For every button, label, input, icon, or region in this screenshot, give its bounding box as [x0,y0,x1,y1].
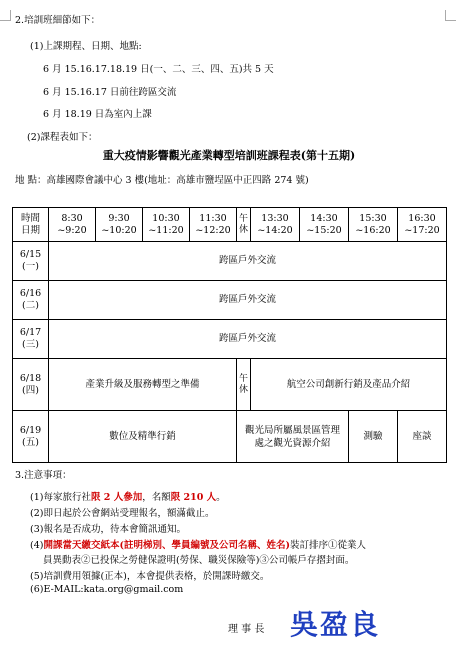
activity-cell: 跨區戶外交流 [49,242,447,281]
note-1: (1)每家旅行社限 2 人參加，名額限 210 人。 [30,492,226,503]
time-slot-8: 16:30 ~17:20 [398,208,447,242]
activity-cell: 跨區戶外交流 [49,320,447,359]
time-slot-6: 14:30 ~15:20 [300,208,349,242]
timetable-subtitle: (2)課程表如下： [27,132,98,143]
table-row [13,411,447,463]
date-cell: 6/18 (四) [13,359,49,411]
lunch-break-header: 午休 [237,208,251,242]
time-slot-5: 13:30 ~14:20 [251,208,300,242]
note-2: (2)即日起於公會網站受理報名，額滿截止。 [30,508,215,519]
date-cell: 6/19 (五) [13,411,49,463]
table-row [13,281,447,320]
crop-mark-top-left [0,10,11,21]
afternoon-course-cell: 航空公司創新行銷及產品介紹 [251,359,447,411]
activity-cell: 跨區戶外交流 [49,281,447,320]
schedule-line-2: 6 月 15.16.17 日前往跨區交流 [43,87,177,98]
timetable-header-row [13,208,447,242]
date-cell: 6/15 (一) [13,242,49,281]
lunch-break-cell: 午休 [237,359,251,411]
schedule-subtitle: (1)上課期程、日期、地點: [30,41,142,52]
afternoon-course-cell: 觀光局所屬風景區管理處之觀光資源介紹 [237,411,349,463]
course-title: 重大疫情影響觀光產業轉型培訓班課程表(第十五期) [102,149,356,162]
note-5: (5)培訓費用領據(正本)，本會提供表格，於開課時繳交。 [30,571,270,582]
schedule-line-1: 6 月 15.16.17.18.19 日(一、二、三、四、五)共 5 天 [43,64,274,75]
morning-course-cell: 產業升級及服務轉型之準備 [49,359,237,411]
time-slot-7: 15:30 ~16:20 [349,208,398,242]
course-timetable [12,207,447,463]
header-corner-cell [13,208,49,242]
note-4-continued: 員異動表②已投保之勞健保證明(勞保、職災保險等)③公司帳戶存摺封面。 [43,555,355,566]
time-slot-1: 8:30 ~9:20 [49,208,96,242]
morning-course-cell: 數位及精準行銷 [49,411,237,463]
chairman-label: 理 事 長 [228,624,265,635]
time-slot-2: 9:30 ~10:20 [96,208,143,242]
crop-mark-top-right [445,10,456,21]
chairman-signature: 吳盈良 [290,608,381,641]
venue-location: 地 點：高雄國際會議中心 3 樓(地址：高雄市鹽埕區中正四路 274 號) [15,175,309,186]
exam-cell: 測驗 [349,411,398,463]
note-4: (4)開課當天繳交紙本(註明梯別、學員編號及公司名稱、姓名)裝訂排序①從業人 [30,540,366,551]
schedule-line-3: 6 月 18.19 日為室內上課 [43,109,152,120]
date-cell: 6/16 (二) [13,281,49,320]
time-slot-4: 11:30 ~12:20 [190,208,237,242]
header-time-label: 時間 [20,212,40,224]
table-row [13,242,447,281]
note-3: (3)報名是否成功，待本會簡訊通知。 [30,524,186,535]
table-row [13,320,447,359]
notes-title: 3.注意事項： [15,470,72,481]
time-slot-3: 10:30 ~11:20 [143,208,190,242]
discussion-cell: 座談 [398,411,447,463]
section2-title: 2.培訓班細節如下： [15,15,101,26]
table-row [13,359,447,411]
date-cell: 6/17 (三) [13,320,49,359]
header-date-label: 日期 [20,224,40,236]
note-6-email: (6)E-MAIL:kata.org@gmail.com [30,584,184,595]
